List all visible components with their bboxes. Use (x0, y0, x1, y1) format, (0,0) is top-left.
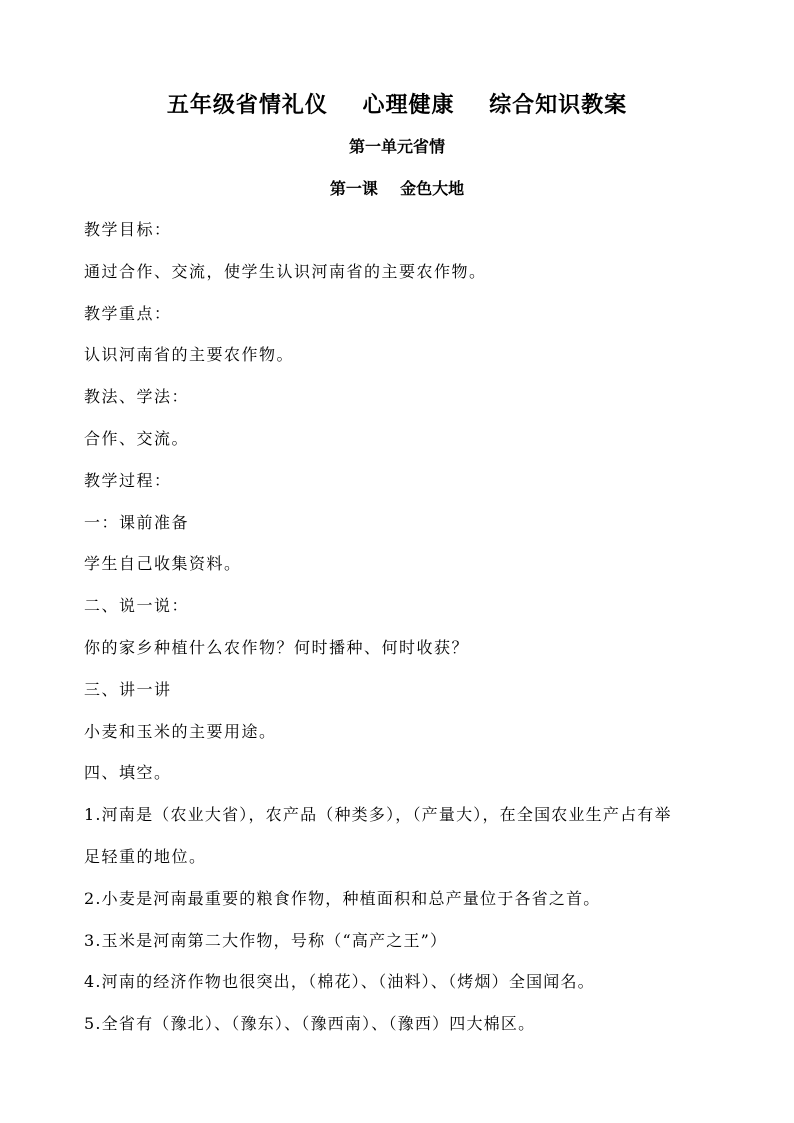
text-line: 学生自己收集资料。 (84, 554, 242, 574)
lesson-heading: 第一课 金色大地 (329, 179, 465, 198)
text-line: 小麦和玉米的主要用途。 (84, 721, 277, 741)
unit-heading: 第一单元省情 (348, 137, 445, 156)
document-title: 五年级省情礼仪 心理健康 综合知识教案 (166, 92, 628, 118)
text-line: 教学重点： (84, 303, 172, 323)
text-line: 教法、学法： (84, 387, 190, 407)
text-line: 3.玉米是河南第二大作物，号称（“高产之王”） (84, 930, 448, 950)
text-line: 二、说一说： (84, 596, 190, 616)
text-line: 教学目标： (84, 220, 172, 239)
text-line: 一：课前准备 (84, 512, 190, 532)
text-line: 2.小麦是河南最重要的粮食作物，种植面积和总产量位于各省之首。 (84, 888, 601, 908)
text-line: 1.河南是（农业大省），农产品（种类多），（产量大），在全国农业生产占有举 (84, 805, 672, 825)
text-line: 认识河南省的主要农作物。 (84, 345, 295, 365)
text-line: 教学过程： (84, 470, 172, 490)
text-line: 5.全省有（豫北）、（豫东）、（豫西南）、（豫西）四大棉区。 (84, 1014, 536, 1034)
text-line: 足轻重的地位。 (84, 846, 207, 866)
text-line: 合作、交流。 (84, 428, 190, 448)
text-line: 4.河南的经济作物也很突出，（棉花）、（油料）、（烤烟）全国闻名。 (84, 972, 595, 992)
text-line: 通过合作、交流，使学生认识河南省的主要农作物。 (84, 261, 487, 281)
text-line: 三、讲一讲 (84, 679, 172, 699)
document-body (84, 214, 724, 1050)
text-line: 你的家乡种植什么农作物？何时播种、何时收获？ (84, 637, 470, 657)
text-line: 四、填空。 (84, 763, 172, 783)
